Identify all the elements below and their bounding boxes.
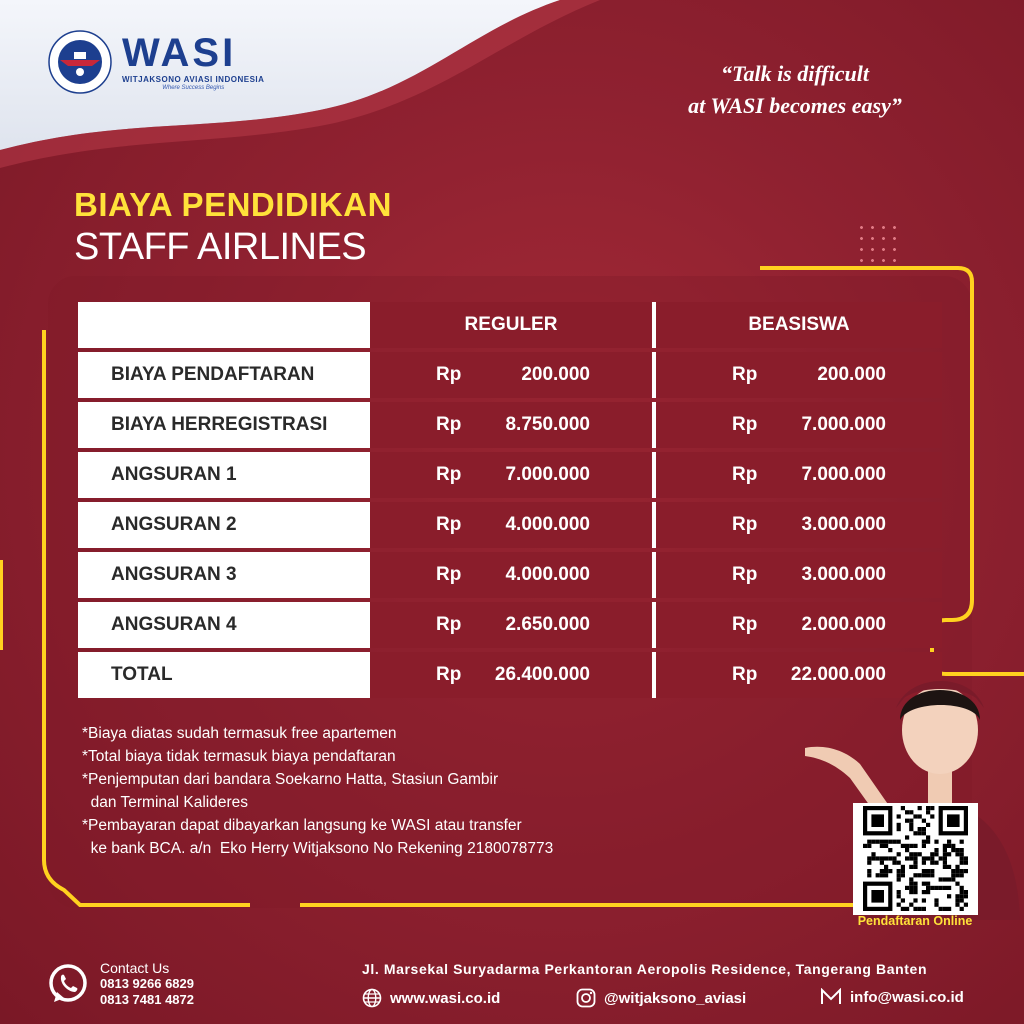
note-line: *Penjemputan dari bandara Soekarno Hatta, Stasiun Gambir (82, 771, 499, 788)
reguler-cell (366, 552, 652, 598)
currency-label: Rp (436, 514, 462, 535)
currency-label: Rp (436, 664, 462, 685)
qr-code-icon (853, 803, 978, 915)
quote-line-2: at WASI becomes easy” (688, 93, 902, 118)
contact-title: Contact Us (100, 960, 170, 976)
beasiswa-cell (652, 552, 942, 598)
website-text[interactable]: www.wasi.co.id (390, 989, 501, 1007)
table-row (78, 452, 946, 498)
table-row (78, 502, 946, 548)
row-label: BIAYA PENDAFTARAN (78, 352, 366, 398)
currency-label: Rp (732, 514, 758, 535)
reguler-amount: 26.400.000 (494, 664, 590, 685)
table-row (78, 352, 946, 398)
currency-label: Rp (732, 664, 758, 685)
beasiswa-amount: 2.000.000 (801, 614, 886, 635)
currency-label: Rp (436, 364, 462, 385)
beasiswa-amount: 3.000.000 (801, 514, 886, 535)
table-header-row (78, 302, 946, 348)
table-row (78, 402, 946, 448)
beasiswa-amount: 3.000.000 (801, 564, 886, 585)
brand-full-name: WITJAKSONO AVIASI INDONESIA (122, 75, 265, 84)
row-label: ANGSURAN 2 (78, 502, 366, 548)
beasiswa-amount: 7.000.000 (801, 464, 886, 485)
reguler-cell (366, 352, 652, 398)
whatsapp-icon (46, 962, 90, 1006)
row-label: ANGSURAN 3 (78, 552, 366, 598)
phone-2[interactable]: 0813 7481 4872 (100, 992, 194, 1007)
fee-notes (82, 722, 553, 860)
email-text[interactable]: info@wasi.co.id (850, 988, 964, 1006)
brand-tagline: Where Success Begins (162, 85, 225, 91)
instagram-text[interactable]: @witjaksono_aviasi (604, 989, 747, 1007)
beasiswa-cell (652, 452, 942, 498)
beasiswa-amount: 7.000.000 (801, 414, 886, 435)
page-subtitle: STAFF AIRLINES (74, 226, 367, 268)
currency-label: Rp (436, 564, 462, 585)
currency-label: Rp (732, 614, 758, 635)
currency-label: Rp (436, 414, 462, 435)
currency-label: Rp (436, 614, 462, 635)
beasiswa-cell (652, 352, 942, 398)
note-line: *Biaya diatas sudah termasuk free apartemen (82, 725, 397, 742)
email-link[interactable] (820, 988, 964, 1006)
instagram-link[interactable] (576, 988, 746, 1008)
note-line: *Total biaya tidak termasuk biaya pendaftaran (82, 748, 396, 765)
contact-block (100, 960, 194, 1008)
address: Jl. Marsekal Suryadarma Perkantoran Aeropolis Residence, Tangerang Banten (362, 961, 928, 977)
column-header-beasiswa: BEASISWA (652, 302, 942, 348)
reguler-cell (366, 402, 652, 448)
reguler-amount: 200.000 (521, 364, 590, 385)
website-link[interactable] (362, 988, 500, 1008)
qr-code[interactable] (853, 803, 978, 915)
currency-label: Rp (732, 464, 758, 485)
currency-label: Rp (732, 414, 758, 435)
reguler-amount: 8.750.000 (505, 414, 590, 435)
currency-label: Rp (732, 364, 758, 385)
currency-label: Rp (436, 464, 462, 485)
row-label: BIAYA HERREGISTRASI (78, 402, 366, 448)
note-line: *Pembayaran dapat dibayarkan langsung ke WASI atau transfer (82, 817, 522, 834)
globe-icon (362, 988, 382, 1008)
reguler-amount: 4.000.000 (505, 514, 590, 535)
qr-label: Pendaftaran Online (857, 914, 973, 928)
reguler-amount: 2.650.000 (505, 614, 590, 635)
reguler-amount: 4.000.000 (505, 564, 590, 585)
page-title: BIAYA PENDIDIKAN (74, 186, 392, 223)
note-line: ke bank BCA. a/n Eko Herry Witjaksono No Rekening 2180078773 (82, 840, 554, 857)
column-header-reguler: REGULER (366, 302, 652, 348)
reguler-cell (366, 502, 652, 548)
reguler-amount: 7.000.000 (505, 464, 590, 485)
phone-1[interactable]: 0813 9266 6829 (100, 976, 194, 991)
reguler-cell (366, 452, 652, 498)
brand-name: WASI (122, 31, 237, 75)
row-label: TOTAL (78, 652, 366, 698)
row-label: ANGSURAN 1 (78, 452, 366, 498)
table-row (78, 552, 946, 598)
note-line: dan Terminal Kalideres (82, 794, 248, 811)
beasiswa-cell (652, 402, 942, 448)
currency-label: Rp (732, 564, 758, 585)
fee-table (78, 302, 946, 702)
row-label: ANGSURAN 4 (78, 602, 366, 648)
beasiswa-amount: 200.000 (817, 364, 886, 385)
beasiswa-amount: 22.000.000 (790, 664, 886, 685)
reguler-cell (366, 652, 652, 698)
beasiswa-cell (652, 502, 942, 548)
mail-icon (820, 988, 842, 1006)
table-row (78, 602, 946, 648)
instagram-icon (576, 988, 596, 1008)
reguler-cell (366, 602, 652, 648)
quote-line-1: “Talk is difficult (721, 61, 869, 86)
beasiswa-cell (652, 602, 942, 648)
table-header-blank (78, 302, 366, 348)
